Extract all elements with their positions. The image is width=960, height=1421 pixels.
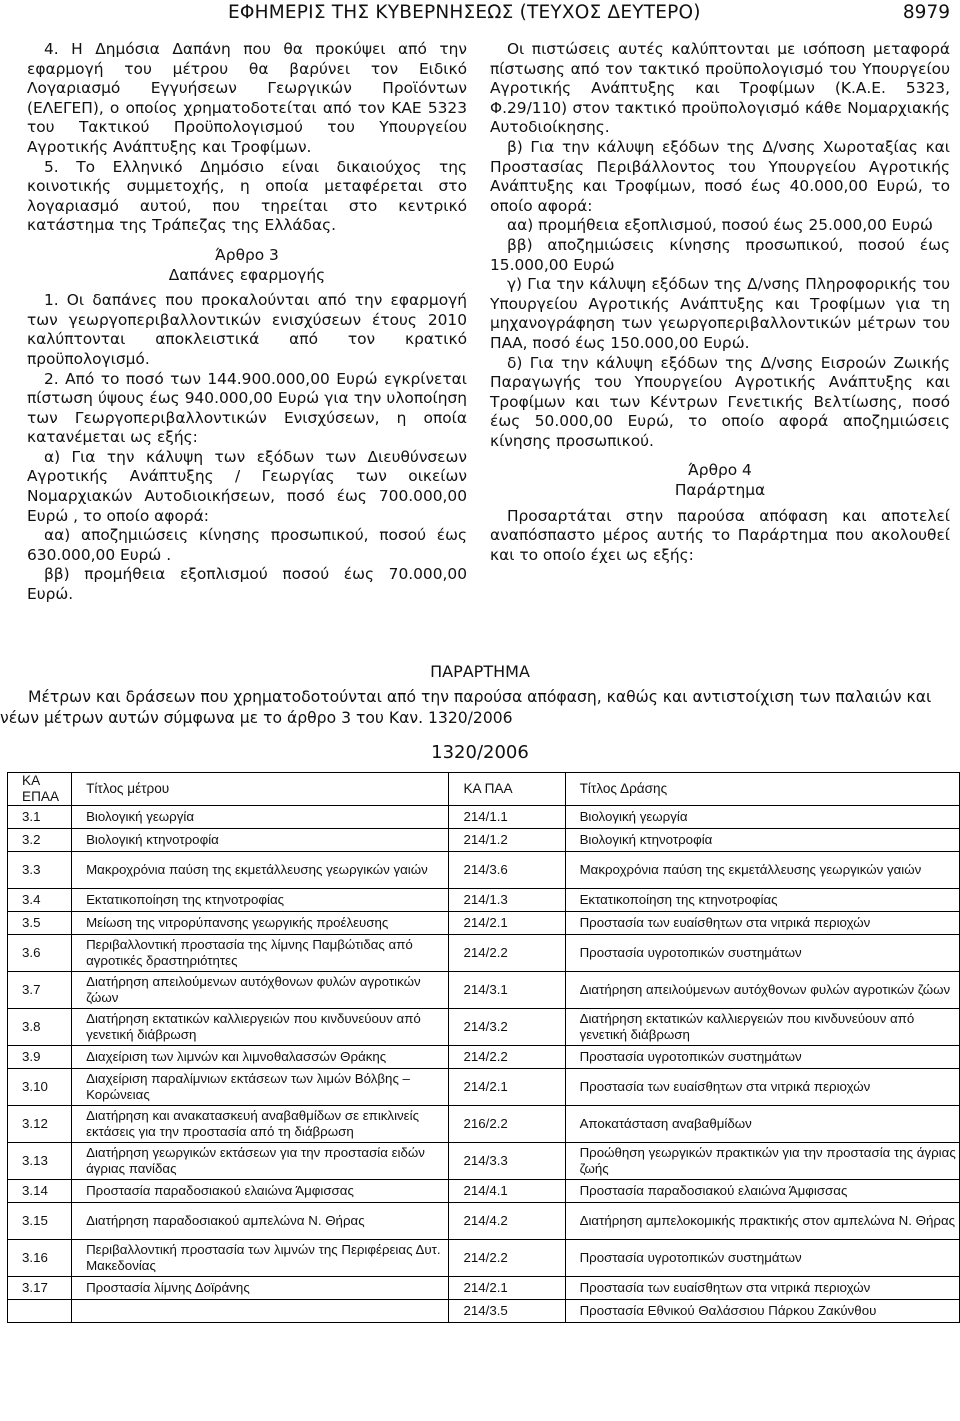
cell-ka-epaa: 3.15	[8, 1203, 72, 1240]
cell-measure-title: Βιολογική κτηνοτροφία	[72, 829, 449, 852]
table-row	[8, 1106, 960, 1143]
table-row	[8, 1069, 960, 1106]
header-action-title: Τίτλος Δράσης	[565, 773, 959, 806]
table-row	[8, 1277, 960, 1300]
cell-ka-paa: 216/2.2	[449, 1106, 565, 1143]
paragraph-allocation-b-bb: ββ) αποζημιώσεις κίνησης προσωπικού, ποσού έως 15.000,00 Ευρώ	[490, 235, 950, 274]
cell-ka-paa: 214/3.5	[449, 1300, 565, 1323]
cell-ka-paa: 214/1.3	[449, 889, 565, 912]
appendix-heading: ΠΑΡΑΡΤΗΜΑ	[430, 662, 530, 681]
cell-action-title: Προστασία υγροτοπικών συστημάτων	[565, 1240, 959, 1277]
cell-ka-paa: 214/3.3	[449, 1143, 565, 1180]
cell-ka-paa: 214/2.2	[449, 1046, 565, 1069]
table-row	[8, 889, 960, 912]
cell-measure-title	[72, 1300, 449, 1323]
cell-measure-title: Εκτατικοποίηση της κτηνοτροφίας	[72, 889, 449, 912]
article-3-subtitle: Δαπάνες εφαρμογής	[168, 265, 326, 284]
cell-ka-epaa: 3.4	[8, 889, 72, 912]
cell-action-title: Προστασία παραδοσιακού ελαιώνα Άμφισσας	[565, 1180, 959, 1203]
cell-measure-title: Διαχείριση των λιμνών και λιμνοθαλασσών Θράκης	[72, 1046, 449, 1069]
paragraph-beneficiary: 5. Το Ελληνικό Δημόσιο είναι δικαιούχος της κοινοτικής συμμετοχής, η οποία μεταφέρεται στο λογαριασμό αυτού, που τηρείται στο κεντρικό κατάστημα της Τράπεζας της Ελλάδας.	[27, 157, 467, 235]
table-row	[8, 829, 960, 852]
cell-measure-title: Διατήρηση απειλούμενων αυτόχθονων φυλών αγροτικών ζώων	[72, 972, 449, 1009]
cell-ka-paa: 214/2.2	[449, 935, 565, 972]
table-row	[8, 1203, 960, 1240]
cell-ka-epaa: 3.9	[8, 1046, 72, 1069]
cell-ka-epaa	[8, 1300, 72, 1323]
paragraph-credit-approval: 2. Από το ποσό των 144.900.000,00 Ευρώ εγκρίνεται πίστωση ύψους έως 940.000,00 Ευρώ για την υλοποίηση των Γεωργοπεριβαλλοντικών Ενισχύσεων, η οποία κατανέμεται ως εξής:	[27, 369, 467, 447]
cell-action-title: Διατήρηση εκτατικών καλλιεργειών που κινδυνεύουν από γενετική διάβρωση	[565, 1009, 959, 1046]
cell-measure-title: Προστασία παραδοσιακού ελαιώνα Άμφισσας	[72, 1180, 449, 1203]
article-3-title: Άρθρο 3	[215, 245, 279, 264]
cell-action-title: Προστασία των ευαίσθητων στα νιτρικά περιοχών	[565, 912, 959, 935]
cell-ka-paa: 214/4.1	[449, 1180, 565, 1203]
cell-ka-paa: 214/2.1	[449, 912, 565, 935]
cell-ka-epaa: 3.2	[8, 829, 72, 852]
paragraph-allocation-b: β) Για την κάλυψη εξόδων της Δ/νσης Χωροταξίας και Προστασίας Περιβάλλοντος του Υπουργείου Αγροτικής Ανάπτυξης και Τροφίμων, ποσό έως 40.000,00 Ευρώ, το οποίο αφορά:	[490, 137, 950, 215]
cell-ka-epaa: 3.6	[8, 935, 72, 972]
header-ka-paa: ΚΑ ΠΑΑ	[449, 773, 565, 806]
paragraph-allocation-bb: ββ) προμήθεια εξοπλισμού ποσού έως 70.000,00 Ευρώ.	[27, 565, 467, 604]
table-row	[8, 1240, 960, 1277]
cell-measure-title: Περιβαλλοντική προστασία των λιμνών της Περιφέρειας Δυτ. Μακεδονίας	[72, 1240, 449, 1277]
table-row	[8, 912, 960, 935]
measures-table	[7, 772, 960, 1323]
cell-ka-epaa: 3.13	[8, 1143, 72, 1180]
cell-ka-paa: 214/1.1	[449, 806, 565, 829]
cell-ka-paa: 214/2.1	[449, 1069, 565, 1106]
header-ka-epaa: ΚΑ ΕΠΑΑ	[8, 773, 72, 806]
cell-ka-epaa: 3.5	[8, 912, 72, 935]
cell-ka-paa: 214/4.2	[449, 1203, 565, 1240]
cell-action-title: Βιολογική γεωργία	[565, 806, 959, 829]
cell-measure-title: Μείωση της νιτρορύπανσης γεωργικής προέλευσης	[72, 912, 449, 935]
table-row	[8, 1143, 960, 1180]
table-row	[8, 806, 960, 829]
cell-ka-epaa: 3.3	[8, 852, 72, 889]
left-column	[27, 40, 467, 605]
cell-action-title: Μακροχρόνια παύση της εκμετάλλευσης γεωργικών γαιών	[565, 852, 959, 889]
cell-action-title: Προστασία υγροτοπικών συστημάτων	[565, 935, 959, 972]
table-row	[8, 852, 960, 889]
page-header	[0, 2, 950, 28]
gazette-title: ΕΦΗΜΕΡΙΣ ΤΗΣ ΚΥΒΕΡΝΗΣΕΩΣ (ΤΕΥΧΟΣ ΔΕΥΤΕΡΟ)	[228, 2, 701, 23]
paragraph-allocation-d: δ) Για την κάλυψη εξόδων της Δ/νσης Εισροών Ζωικής Παραγωγής του Υπουργείου Αγροτικής Ανάπτυξης και Τροφίμων και των Κέντρων Γενετικής Βελτίωσης, ποσό έως 50.000,00 Ευρώ, το οποίο αφορά αποζημιώσεις κίνησης προσωπικού.	[490, 353, 950, 450]
table-row	[8, 1180, 960, 1203]
paragraph-allocation-b-aa: αα) προμήθεια εξοπλισμού, ποσού έως 25.000,00 Ευρώ	[506, 216, 933, 235]
regulation-number: 1320/2006	[431, 742, 529, 763]
table-row	[8, 1046, 960, 1069]
page-number: 8979	[902, 2, 950, 23]
table-header-row	[8, 773, 960, 806]
article-4-subtitle: Παράρτημα	[674, 481, 766, 500]
cell-measure-title: Διαχείριση παραλίμνιων εκτάσεων των λιμών Βόλβης – Κορώνειας	[72, 1069, 449, 1106]
cell-ka-paa: 214/2.2	[449, 1240, 565, 1277]
cell-action-title: Προστασία Εθνικού Θαλάσσιου Πάρκου Ζακύνθου	[565, 1300, 959, 1323]
cell-ka-epaa: 3.8	[8, 1009, 72, 1046]
table-row	[8, 1009, 960, 1046]
cell-ka-paa: 214/3.2	[449, 1009, 565, 1046]
cell-action-title: Προώθηση γεωργικών πρακτικών για την προστασία της άγριας ζωής	[565, 1143, 959, 1180]
header-measure-title: Τίτλος μέτρου	[72, 773, 449, 806]
cell-ka-epaa: 3.16	[8, 1240, 72, 1277]
cell-ka-paa: 214/3.1	[449, 972, 565, 1009]
cell-ka-epaa: 3.12	[8, 1106, 72, 1143]
cell-ka-paa: 214/2.1	[449, 1277, 565, 1300]
paragraph-allocation-c: γ) Για την κάλυψη εξόδων της Δ/νσης Πληροφορικής του Υπουργείου Αγροτικής Ανάπτυξης και Τροφίμων για τη μηχανογράφηση των γεωργοπεριβαλλοντικών μέτρων του ΠΑΑ, ποσό έως 150.000,00 Ευρώ.	[490, 275, 950, 352]
cell-ka-epaa: 3.7	[8, 972, 72, 1009]
appendix-intro-text: Μέτρων και δράσεων που χρηματοδοτούνται από την παρούσα απόφαση, καθώς και αντιστοίχιση των παλαιών και νέων μέτρων αυτών σύμφωνα με το άρθρο 3 του Καν. 1320/2006	[0, 688, 932, 727]
cell-ka-paa: 214/3.6	[449, 852, 565, 889]
cell-action-title: Εκτατικοποίηση της κτηνοτροφίας	[565, 889, 959, 912]
paragraph-expenses-coverage: 1. Οι δαπάνες που προκαλούνται από την εφαρμογή των γεωργοπεριβαλλοντικών ενισχύσεων έτους 2010 καλύπτονται αποκλειστικά από τον κρατικό προϋπολογισμό.	[27, 291, 467, 368]
table-row	[8, 935, 960, 972]
cell-measure-title: Περιβαλλοντική προστασία της λίμνης Παμβώτιδας από αγροτικές δραστηριότητες	[72, 935, 449, 972]
right-column	[490, 40, 950, 565]
table-row	[8, 972, 960, 1009]
paragraph-credit-transfer: Οι πιστώσεις αυτές καλύπτονται με ισόποση μεταφορά πίστωσης από τον τακτικό προϋπολογισμό του Υπουργείου Αγροτικής Ανάπτυξης και Τροφίμων (Κ.Α.Ε. 5323, Φ.29/110) στον τακτικό προϋπολογισμό κάθε Νομαρχιακής Αυτοδιοίκησης.	[490, 40, 950, 137]
paragraph-appendix-attached: Προσαρτάται στην παρούσα απόφαση και αποτελεί αναπόσπαστο μέρος αυτής το Παράρτημα που ακολουθεί και το οποίο έχει ως εξής:	[490, 506, 950, 564]
paragraph-allocation-aa: αα) αποζημιώσεις κίνησης προσωπικού, ποσού έως 630.000,00 Ευρώ .	[27, 526, 467, 564]
cell-measure-title: Διατήρηση εκτατικών καλλιεργειών που κινδυνεύουν από γενετική διάβρωση	[72, 1009, 449, 1046]
paragraph-allocation-a: α) Για την κάλυψη των εξόδων των Διευθύνσεων Αγροτικής Ανάπτυξης / Γεωργίας των οικείων Νομαρχιακών Αυτοδιοικήσεων, ποσό έως 700.000,00 Ευρώ , το οποίο αφορά:	[27, 447, 467, 525]
cell-ka-epaa: 3.14	[8, 1180, 72, 1203]
cell-measure-title: Μακροχρόνια παύση της εκμετάλλευσης γεωργικών γαιών	[72, 852, 449, 889]
table-row	[8, 1300, 960, 1323]
cell-ka-epaa: 3.1	[8, 806, 72, 829]
cell-ka-epaa: 3.17	[8, 1277, 72, 1300]
cell-action-title: Βιολογική κτηνοτροφία	[565, 829, 959, 852]
cell-action-title: Προστασία των ευαίσθητων στα νιτρικά περιοχών	[565, 1277, 959, 1300]
cell-ka-paa: 214/1.2	[449, 829, 565, 852]
appendix-intro	[0, 687, 960, 729]
paragraph-budget-source: 4. Η Δημόσια Δαπάνη που θα προκύψει από την εφαρμογή του μέτρου θα βαρύνει τον Ειδικό Λογαριασμό Εγγυήσεων Γεωργικών Προϊόντων (ΕΛΕΓΕΠ), ο οποίος χρηματοδοτείται από τον ΚΑΕ 5323 του Τακτικού Προϋπολογισμού του Υπουργείου Αγροτικής Ανάπτυξης και Τροφίμων.	[27, 40, 467, 156]
cell-measure-title: Διατήρηση και ανακατασκευή αναβαθμίδων σε επικλινείς εκτάσεις για την προστασία από τη διάβρωση	[72, 1106, 449, 1143]
article-4-title: Άρθρο 4	[688, 461, 752, 480]
cell-action-title: Προστασία υγροτοπικών συστημάτων	[565, 1046, 959, 1069]
cell-action-title: Προστασία των ευαίσθητων στα νιτρικά περιοχών	[565, 1069, 959, 1106]
cell-measure-title: Διατήρηση παραδοσιακού αμπελώνα Ν. Θήρας	[72, 1203, 449, 1240]
cell-action-title: Αποκατάσταση αναβαθμίδων	[565, 1106, 959, 1143]
cell-measure-title: Βιολογική γεωργία	[72, 806, 449, 829]
cell-action-title: Διατήρηση απειλούμενων αυτόχθονων φυλών αγροτικών ζώων	[565, 972, 959, 1009]
cell-measure-title: Προστασία λίμνης Δοϊράνης	[72, 1277, 449, 1300]
cell-ka-epaa: 3.10	[8, 1069, 72, 1106]
cell-action-title: Διατήρηση αμπελοκομικής πρακτικής στον αμπελώνα Ν. Θήρας	[565, 1203, 959, 1240]
cell-measure-title: Διατήρηση γεωργικών εκτάσεων για την προστασία ειδών άγριας πανίδας	[72, 1143, 449, 1180]
